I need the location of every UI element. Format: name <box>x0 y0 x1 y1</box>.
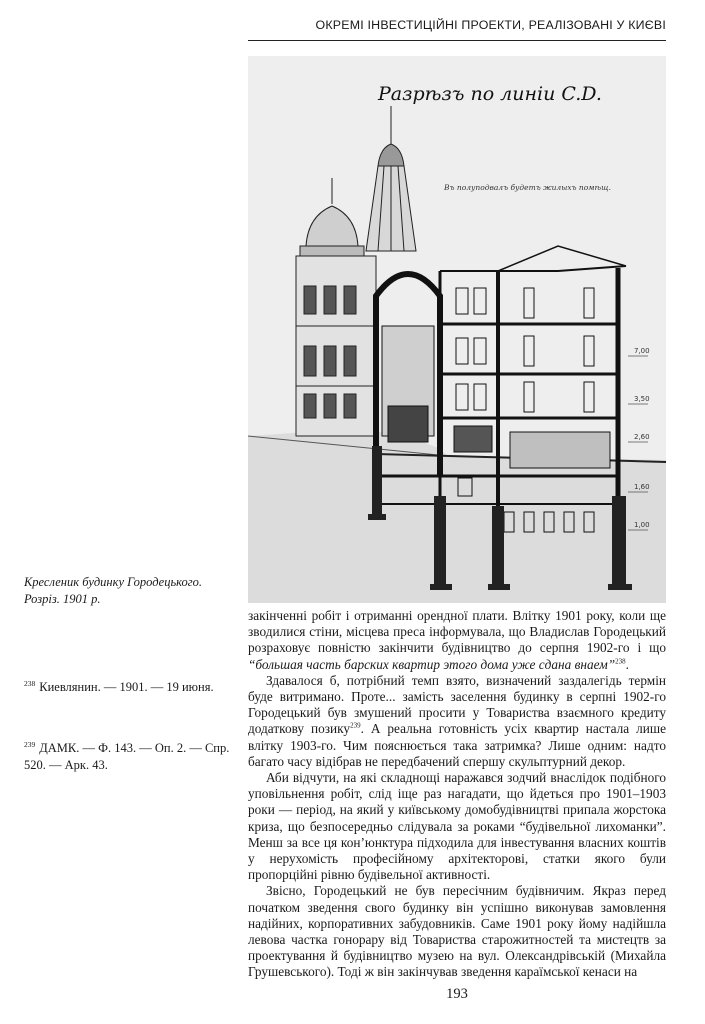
paragraph: Здавалося б, потрібний темп взято, визначений заздалегідь термін буде витримано. Проте... замість заселення будинку в серпні 1902-го Городецький був змушений просити у Товариства взаємного кредиту додаткову позику$^{239}$. А реальна готовність усіх квартир настала лише влітку 1903-го. Чим пояснюється така затримка? Лише одним: надто багато часу відібрав не передбачений спершу скульптурний декор. <box>248 672 666 769</box>
level-mark: 7,00 <box>634 347 650 355</box>
footnote-number: 239 <box>24 739 36 749</box>
page-number: 193 <box>446 986 468 1002</box>
footnote-text: Киевлянин. — 1901. — 19 июня. <box>39 680 214 694</box>
paragraph: закінченні робіт і отриманні орендної плати. Влітку 1901 року, коли ще зводилися стіни, місцева преса інформувала, що Владислав Городецький розраховує повністю закінчити будівництво до серпня 1902-го і що “большая часть барских квартир этого дома уже сдана внаем”$^{238}$. <box>248 608 666 672</box>
level-mark: 2,60 <box>634 433 650 441</box>
drawing-subtitle: Въ полуподвалъ будетъ жилыхъ помѣщ. <box>444 183 611 192</box>
running-header: ОКРЕМІ ІНВЕСТИЦІЙНІ ПРОЕКТИ, РЕАЛІЗОВАНІ У КИЄВІ <box>315 18 666 32</box>
caption-line: Кресленик будинку Городецького. <box>24 575 203 589</box>
caption-line: Розріз. 1901 р. <box>24 592 101 606</box>
footnote-text: ДАМК. — Ф. 143. — Оп. 2. — Спр. 520. — Арк. 43. <box>24 741 230 772</box>
figure-caption <box>24 574 224 608</box>
drawing-svg <box>248 56 666 603</box>
level-mark: 3,50 <box>634 395 650 403</box>
paragraph: Аби відчути, на які складнощі наражався зодчий внаслідок подібного уповільнення робіт, слід іще раз нагадати, що йдеться про 1901–1903 роки — період, на який у київському домобудівництві припала жорстока криза, що безпосередньо слідувала за роками “будівельної лихоманки”. Менш за все ця кон’юнктура підходила для інвестування власних коштів у нерухомість професійному архітекторові, статки якого були пропорційні рівню будівельної активності. <box>248 770 666 883</box>
level-mark: 1,60 <box>634 483 650 491</box>
footnote-ref: 238 <box>615 657 626 666</box>
facade-left <box>296 256 376 436</box>
level-mark: 1,00 <box>634 521 650 529</box>
dome-center <box>366 106 416 251</box>
footnote-239 <box>24 740 234 774</box>
architectural-section-drawing <box>248 56 666 603</box>
body-text <box>248 608 666 981</box>
header-rule <box>248 40 666 41</box>
drawing-title: Разрѣзъ по линiи C.D. <box>378 83 602 105</box>
paragraph: Звісно, Городецький не був пересічним будівничим. Якраз перед початком зведення свого будинку він успішно виконував замовлення надійних, корпоративних забудовників. Саме 1901 року йому надійшла левова частка гонорару від Товариства старожитностей та мистецтв за проектування й будівництво музею на вул. Олександрівській (Михайла Грушевського). Тоді ж він закінчував зведення караїмської кенаси на <box>248 883 666 980</box>
footnote-238 <box>24 679 234 696</box>
dome-left <box>300 178 364 256</box>
quote: “большая часть барских квартир этого дома уже сдана внаем” <box>248 656 616 672</box>
footnote-ref: 239 <box>350 722 361 730</box>
footnote-number: 238 <box>24 678 36 688</box>
